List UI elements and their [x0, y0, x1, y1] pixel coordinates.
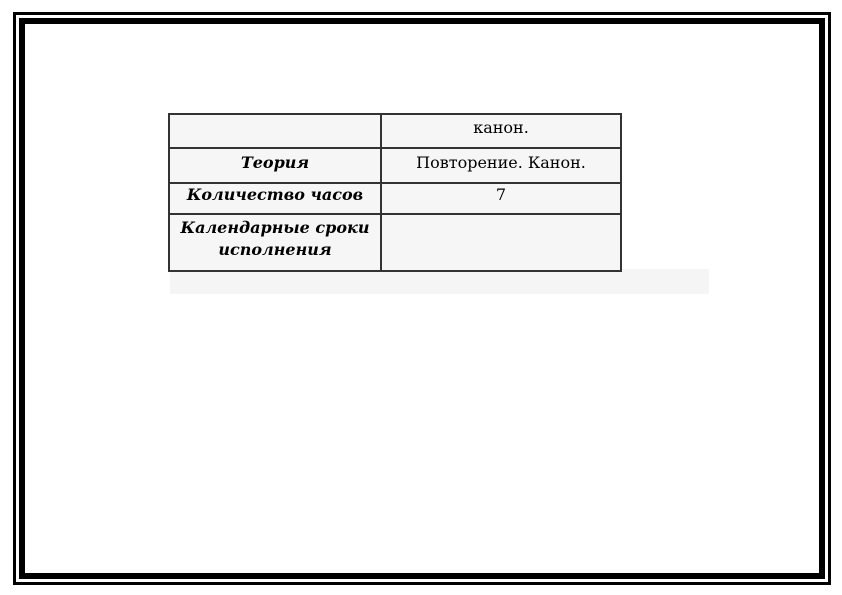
row-value: 7 [381, 183, 621, 214]
page-border-inner [19, 18, 825, 579]
row-label: Количество часов [169, 183, 381, 214]
table-row [169, 183, 621, 214]
table-shadow-band [170, 269, 709, 294]
row-label [169, 114, 381, 148]
info-table [168, 113, 622, 272]
row-label: Теория [169, 148, 381, 183]
table-row [169, 214, 621, 271]
table-row [169, 148, 621, 183]
row-value [381, 214, 621, 271]
row-label: Календарные сроки исполнения [169, 214, 381, 271]
table-row [169, 114, 621, 148]
row-value: канон. [381, 114, 621, 148]
row-value: Повторение. Канон. [381, 148, 621, 183]
